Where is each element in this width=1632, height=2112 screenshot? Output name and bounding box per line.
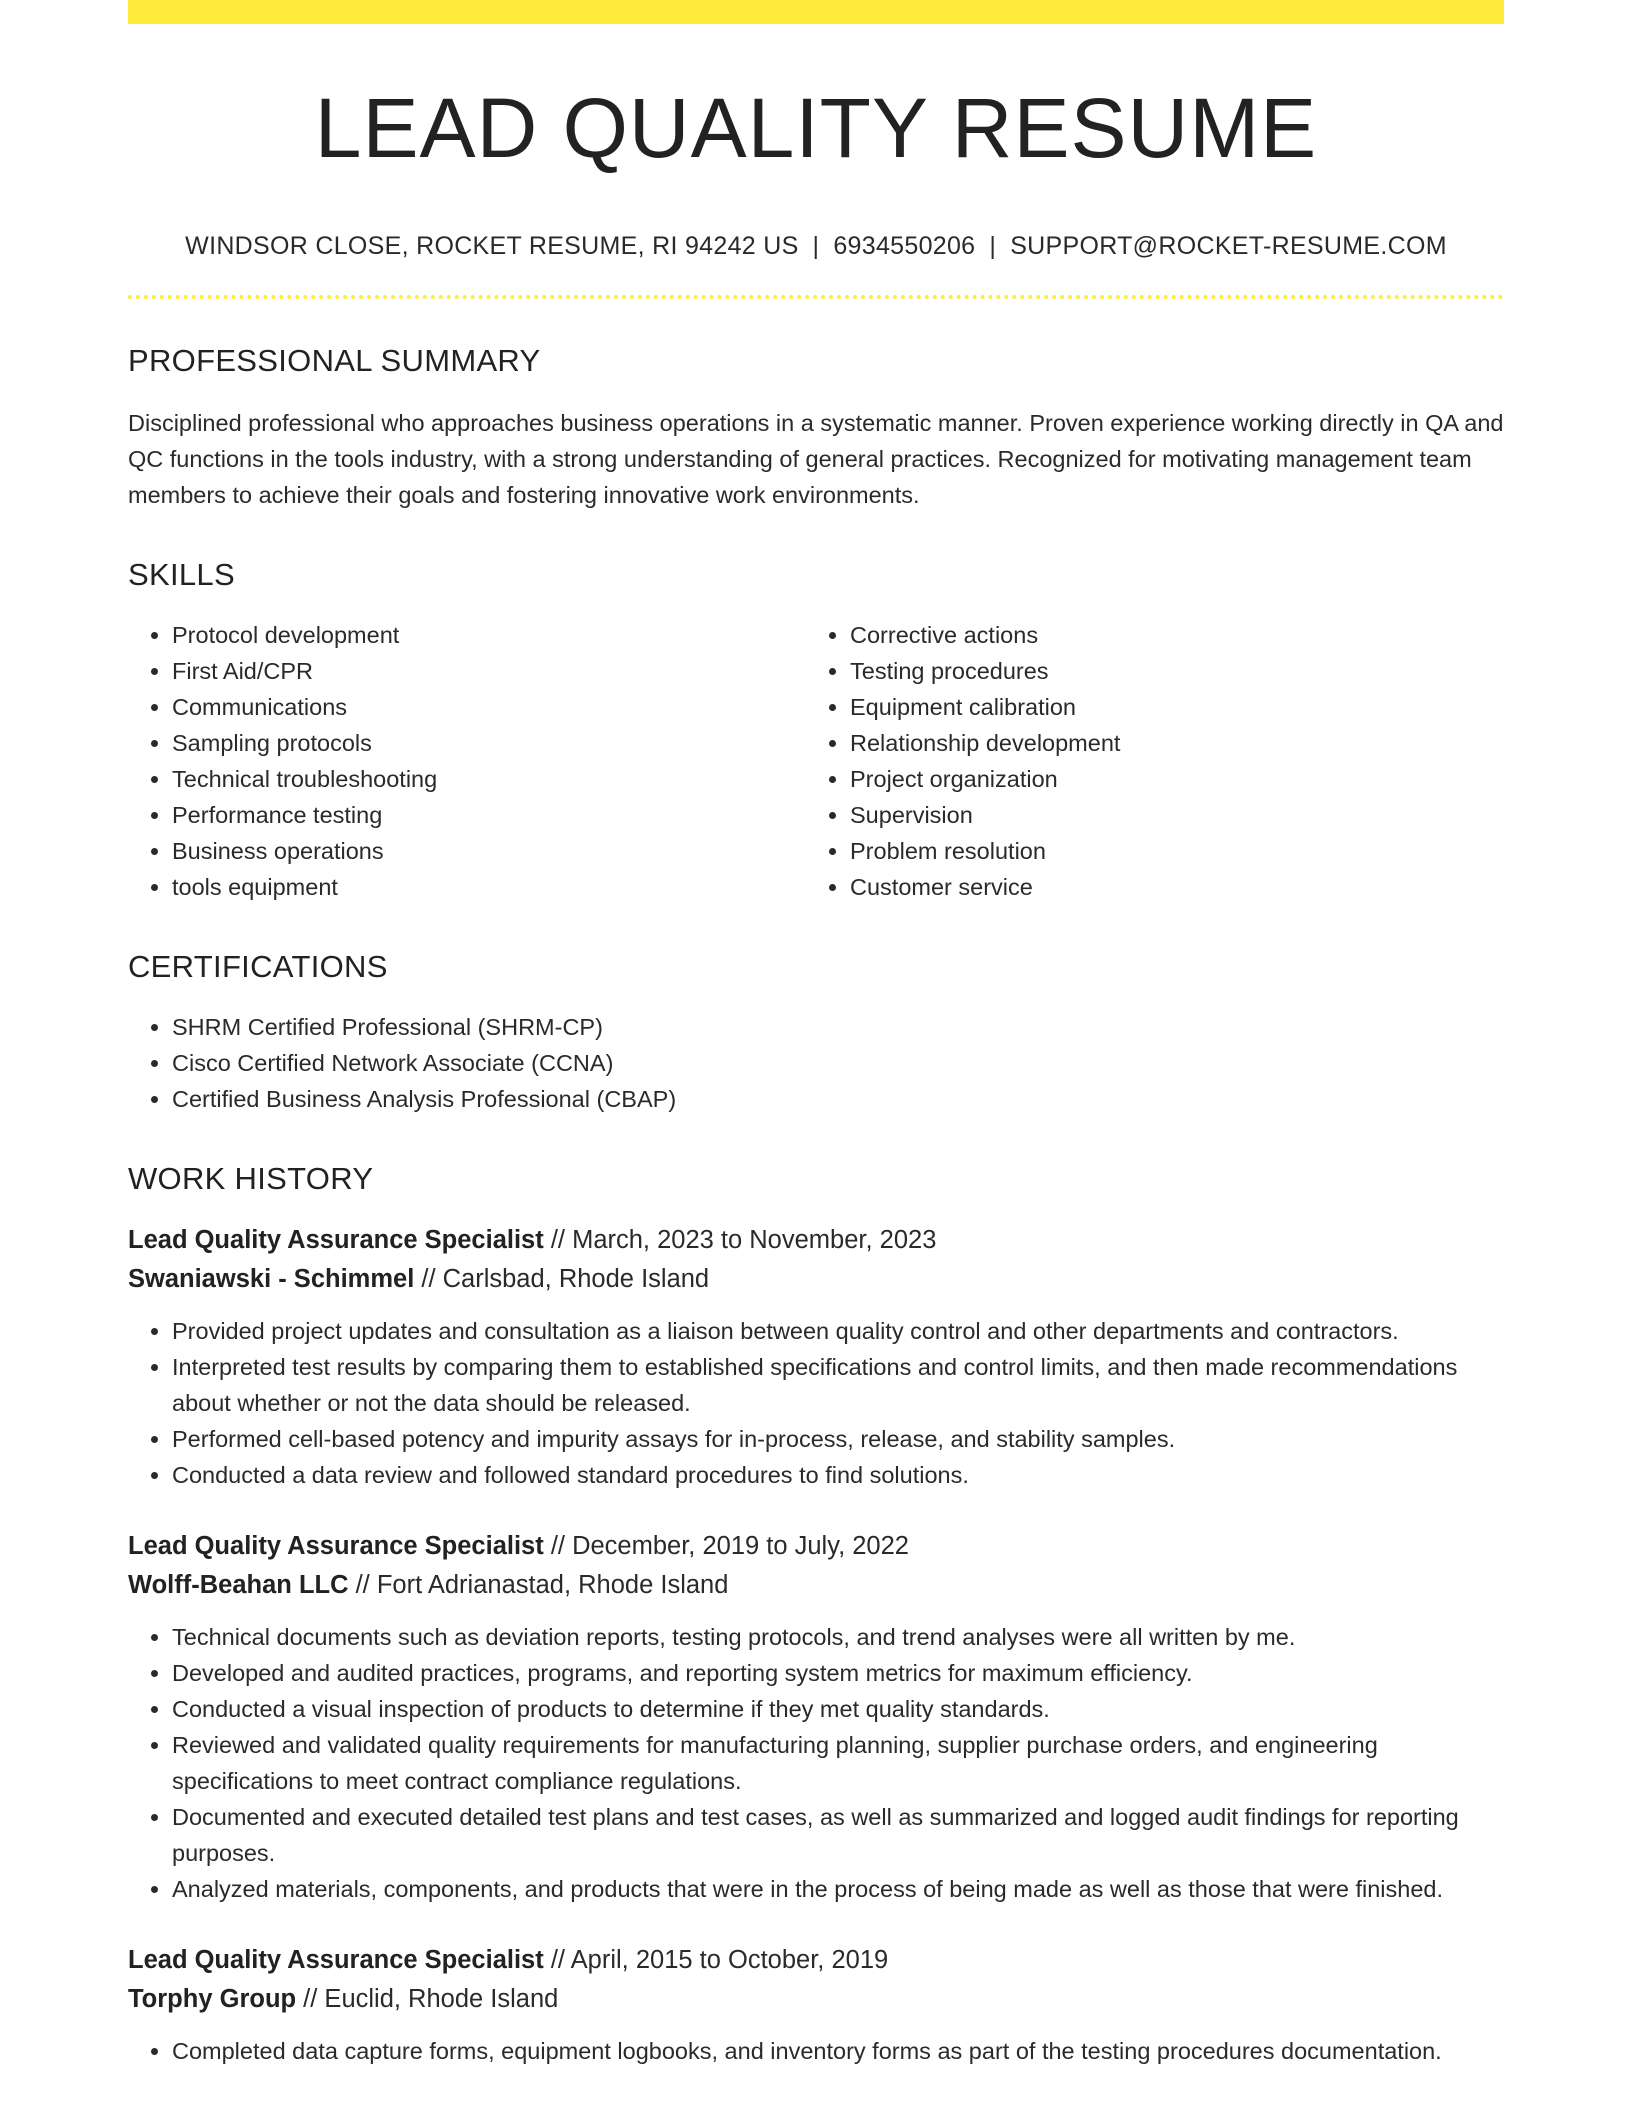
certification-item: • Certified Business Analysis Professional (CBAP): [172, 1081, 1504, 1117]
job-bullet: • Reviewed and validated quality requirements for manufacturing planning, supplier purchase orders, and engineering specifications to meet contract compliance regulations.: [172, 1727, 1504, 1799]
skills-heading: SKILLS: [128, 557, 235, 593]
job-company-line: [128, 1980, 1504, 2019]
contact-email: SUPPORT@ROCKET-RESUME.COM: [1010, 232, 1447, 261]
job-bullet: • Completed data capture forms, equipment logbooks, and inventory forms as part of the testing procedures documentation.: [172, 2033, 1504, 2069]
job-bullet: • Documented and executed detailed test plans and test cases, as well as summarized and logged audit findings for reporting purposes.: [172, 1799, 1504, 1871]
skill-item: • Testing procedures: [850, 653, 1484, 689]
job-title-line: [128, 1221, 1504, 1260]
contact-separator: |: [812, 232, 820, 261]
skill-item: • Problem resolution: [850, 833, 1484, 869]
skills-columns: [128, 617, 1504, 905]
certification-item: • Cisco Certified Network Associate (CCNA): [172, 1045, 1504, 1081]
job-bullets: [128, 1619, 1504, 1907]
job-company: Torphy Group: [128, 1985, 297, 2014]
resume-page: [128, 0, 1504, 2069]
job-location: // Carlsbad, Rhode Island: [414, 1265, 710, 1294]
job-dates: // April, 2015 to October, 2019: [543, 1946, 889, 1975]
contact-address: WINDSOR CLOSE, ROCKET RESUME, RI 94242 US: [185, 232, 799, 261]
skill-item: • Sampling protocols: [172, 725, 806, 761]
skill-item: • Equipment calibration: [850, 689, 1484, 725]
contact-separator: |: [989, 232, 997, 261]
job-entry: [128, 1941, 1504, 2069]
skills-list-left: [128, 617, 806, 905]
job-bullet: • Technical documents such as deviation reports, testing protocols, and trend analyses were all written by me.: [172, 1619, 1504, 1655]
job-bullet: • Performed cell-based potency and impurity assays for in-process, release, and stability samples.: [172, 1421, 1504, 1457]
contact-line: [128, 232, 1504, 261]
job-bullet: • Provided project updates and consultation as a liaison between quality control and other departments and contractors.: [172, 1313, 1504, 1349]
job-company: Swaniawski - Schimmel: [128, 1265, 415, 1294]
job-bullet: • Conducted a visual inspection of products to determine if they met quality standards.: [172, 1691, 1504, 1727]
work-history-section: [128, 1161, 1504, 2069]
skills-list-right: [806, 617, 1484, 905]
job-bullets: [128, 2033, 1504, 2069]
job-bullet: • Interpreted test results by comparing them to established specifications and control limits, and then made recommendations about whether or not the data should be released.: [172, 1349, 1504, 1421]
skill-item: • Technical troubleshooting: [172, 761, 806, 797]
skill-item: • Performance testing: [172, 797, 806, 833]
skills-section: [128, 557, 1504, 905]
summary-text: Disciplined professional who approaches business operations in a systematic manner. Proven experience working directly in QA and QC functions in the tools industry, with a strong understanding of general practices. Recognized for motivating management team members to achieve their goals and fostering innovative work environments.: [128, 410, 1504, 509]
summary-section: [128, 343, 1504, 513]
skill-item: • Customer service: [850, 869, 1484, 905]
job-title: Lead Quality Assurance Specialist: [128, 1226, 544, 1255]
job-bullet: • Conducted a data review and followed standard procedures to find solutions.: [172, 1457, 1504, 1493]
job-dates: // December, 2019 to July, 2022: [543, 1532, 909, 1561]
skill-item: • First Aid/CPR: [172, 653, 806, 689]
certification-item: • SHRM Certified Professional (SHRM-CP): [172, 1009, 1504, 1045]
job-bullet: • Analyzed materials, components, and products that were in the process of being made as well as those that were finished.: [172, 1871, 1504, 1907]
skill-item: • Protocol development: [172, 617, 806, 653]
job-title: Lead Quality Assurance Specialist: [128, 1946, 544, 1975]
work-history-heading: WORK HISTORY: [128, 1161, 374, 1197]
contact-phone: 6934550206: [833, 232, 976, 261]
skill-item: • Communications: [172, 689, 806, 725]
skill-item: • tools equipment: [172, 869, 806, 905]
job-title: Lead Quality Assurance Specialist: [128, 1532, 544, 1561]
certifications-section: [128, 949, 1504, 1117]
job-company-line: [128, 1260, 1504, 1299]
certifications-heading: CERTIFICATIONS: [128, 949, 388, 985]
skill-item: • Business operations: [172, 833, 806, 869]
job-company-line: [128, 1566, 1504, 1605]
dotted-divider: [128, 295, 1504, 299]
job-entry: [128, 1221, 1504, 1493]
job-dates: // March, 2023 to November, 2023: [543, 1226, 937, 1255]
certifications-list: [128, 1009, 1504, 1117]
job-entry: [128, 1527, 1504, 1907]
accent-top-bar: [128, 0, 1504, 24]
job-title-line: [128, 1527, 1504, 1566]
job-title-line: [128, 1941, 1504, 1980]
job-location: // Fort Adrianastad, Rhode Island: [348, 1571, 729, 1600]
skill-item: • Corrective actions: [850, 617, 1484, 653]
resume-title: LEAD QUALITY RESUME: [314, 81, 1318, 175]
summary-heading: PROFESSIONAL SUMMARY: [128, 343, 541, 379]
skill-item: • Project organization: [850, 761, 1484, 797]
job-location: // Euclid, Rhode Island: [296, 1985, 559, 2014]
skill-item: • Supervision: [850, 797, 1484, 833]
job-bullets: [128, 1313, 1504, 1493]
skill-item: • Relationship development: [850, 725, 1484, 761]
job-bullet: • Developed and audited practices, programs, and reporting system metrics for maximum efficiency.: [172, 1655, 1504, 1691]
job-company: Wolff-Beahan LLC: [128, 1571, 349, 1600]
